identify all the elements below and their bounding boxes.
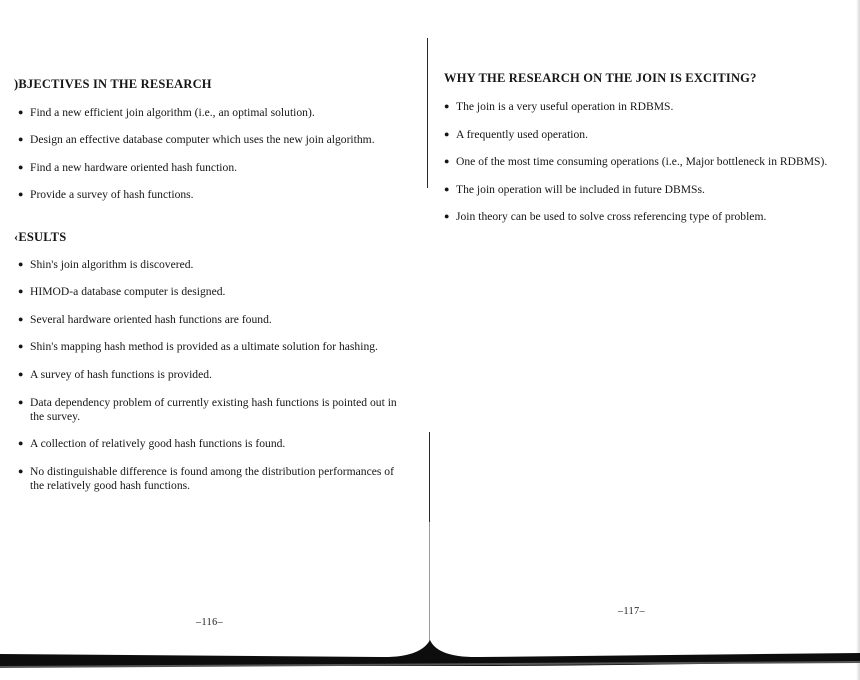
bullet-icon: ● bbox=[18, 134, 24, 144]
result-item-7: ● A collection of relatively good hash functions is found. bbox=[18, 437, 286, 450]
bullet-icon: ● bbox=[18, 438, 24, 448]
bullet-icon: ● bbox=[18, 162, 24, 172]
binding-spine-line bbox=[427, 38, 428, 188]
exciting-item-3: ● One of the most time consuming operations (i.e., Major bottleneck in RDBMS). bbox=[444, 155, 828, 168]
bullet-icon: ● bbox=[18, 397, 24, 407]
bullet-icon: ● bbox=[18, 341, 24, 351]
page-edge-shadow bbox=[856, 0, 860, 680]
bullet-icon: ● bbox=[444, 184, 450, 194]
result-item-6: ● Data dependency problem of currently existing hash functions is pointed out in the survey. bbox=[18, 396, 397, 423]
results-heading: ‹ESULTS bbox=[14, 230, 67, 244]
left-page bbox=[0, 0, 428, 680]
result-item-3: ● Several hardware oriented hash functions are found. bbox=[18, 313, 272, 326]
binding-spine-line-faint bbox=[429, 522, 430, 642]
bullet-icon: ● bbox=[444, 129, 450, 139]
bullet-icon: ● bbox=[18, 286, 24, 296]
bullet-icon: ● bbox=[18, 189, 24, 199]
objectives-heading: )BJECTIVES IN THE RESEARCH bbox=[14, 77, 212, 91]
page-number-right: –117– bbox=[618, 606, 646, 617]
exciting-heading: WHY THE RESEARCH ON THE JOIN IS EXCITING? bbox=[444, 71, 757, 85]
bottom-binding-shadow bbox=[0, 640, 860, 670]
bullet-icon: ● bbox=[444, 156, 450, 166]
exciting-item-2: ● A frequently used operation. bbox=[444, 128, 589, 141]
result-item-5: ● A survey of hash functions is provided. bbox=[18, 368, 212, 381]
bullet-icon: ● bbox=[18, 107, 24, 117]
bullet-icon: ● bbox=[18, 314, 24, 324]
page-number-left: –116– bbox=[196, 617, 224, 628]
objective-item-4: ● Provide a survey of hash functions. bbox=[18, 188, 194, 201]
bullet-icon: ● bbox=[18, 259, 24, 269]
binding-spine-line-lower bbox=[429, 432, 430, 522]
result-item-2: ● HIMOD-a database computer is designed. bbox=[18, 285, 226, 298]
objective-item-2: ● Design an effective database computer which uses the new join algorithm. bbox=[18, 133, 375, 146]
bullet-icon: ● bbox=[18, 466, 24, 476]
result-item-4: ● Shin's mapping hash method is provided as a ultimate solution for hashing. bbox=[18, 340, 378, 353]
exciting-item-5: ● Join theory can be used to solve cross referencing type of problem. bbox=[444, 210, 767, 223]
result-item-8: ● No distinguishable difference is found among the distribution performances of the relatively good hash functions. bbox=[18, 465, 394, 492]
result-item-1: ● Shin's join algorithm is discovered. bbox=[18, 258, 194, 271]
exciting-item-4: ● The join operation will be included in future DBMSs. bbox=[444, 183, 705, 196]
exciting-item-1: ● The join is a very useful operation in RDBMS. bbox=[444, 100, 674, 113]
bullet-icon: ● bbox=[444, 101, 450, 111]
bullet-icon: ● bbox=[18, 369, 24, 379]
bullet-icon: ● bbox=[444, 211, 450, 221]
objective-item-3: ● Find a new hardware oriented hash function. bbox=[18, 161, 238, 174]
objective-item-1: ● Find a new efficient join algorithm (i.e., an optimal solution). bbox=[18, 106, 315, 119]
right-page bbox=[430, 0, 860, 680]
